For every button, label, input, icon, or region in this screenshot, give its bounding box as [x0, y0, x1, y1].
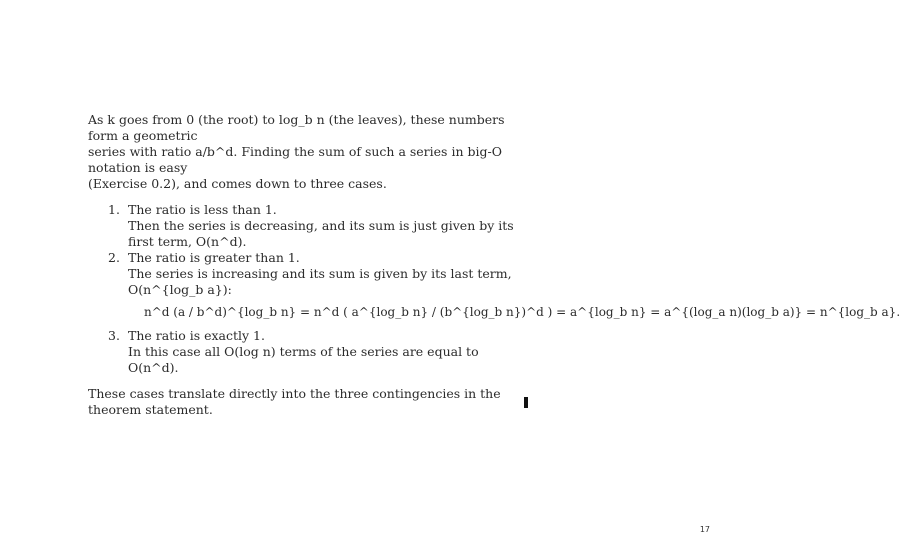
case-2-number: 2.: [108, 250, 120, 265]
case-2-equation: n^d (a / b^d)^{log_b n} = n^d ( a^{log_b n} / (b^{log_b n})^d ) = a^{log_b n} = a^{(log_a n)(log_b a)} = n^{log_b a}.: [144, 305, 900, 319]
case-2: [88, 250, 528, 298]
case-3-body: In this case all O(log n) terms of the series are equal to O(n^d).: [128, 344, 479, 375]
page-number: 17: [699, 525, 710, 534]
case-1-body: Then the series is decreasing, and its sum is just given by its first term, O(n^d).: [128, 218, 514, 249]
closing-text: These cases translate directly into the three contingencies in the theorem statement.: [88, 386, 501, 417]
content: [88, 112, 900, 418]
intro-line-2: series with ratio a/b^d. Finding the sum of such a series in big-O notation is easy: [88, 144, 502, 175]
intro-line-3: (Exercise 0.2), and comes down to three cases.: [88, 176, 387, 191]
case-2-body: The series is increasing and its sum is given by its last term, O(n^{log_b a}):: [128, 266, 512, 297]
case-1-number: 1.: [108, 202, 120, 217]
qed-icon: [524, 397, 528, 408]
case-3-number: 3.: [108, 328, 120, 343]
case-2-title: The ratio is greater than 1.: [128, 250, 300, 265]
case-1: [88, 202, 528, 250]
case-3: [88, 328, 528, 376]
case-1-title: The ratio is less than 1.: [128, 202, 277, 217]
intro-paragraph: [88, 112, 528, 192]
case-3-title: The ratio is exactly 1.: [128, 328, 265, 343]
closing-paragraph: [88, 386, 528, 418]
intro-line-1: As k goes from 0 (the root) to log_b n (the leaves), these numbers form a geometric: [88, 112, 505, 143]
